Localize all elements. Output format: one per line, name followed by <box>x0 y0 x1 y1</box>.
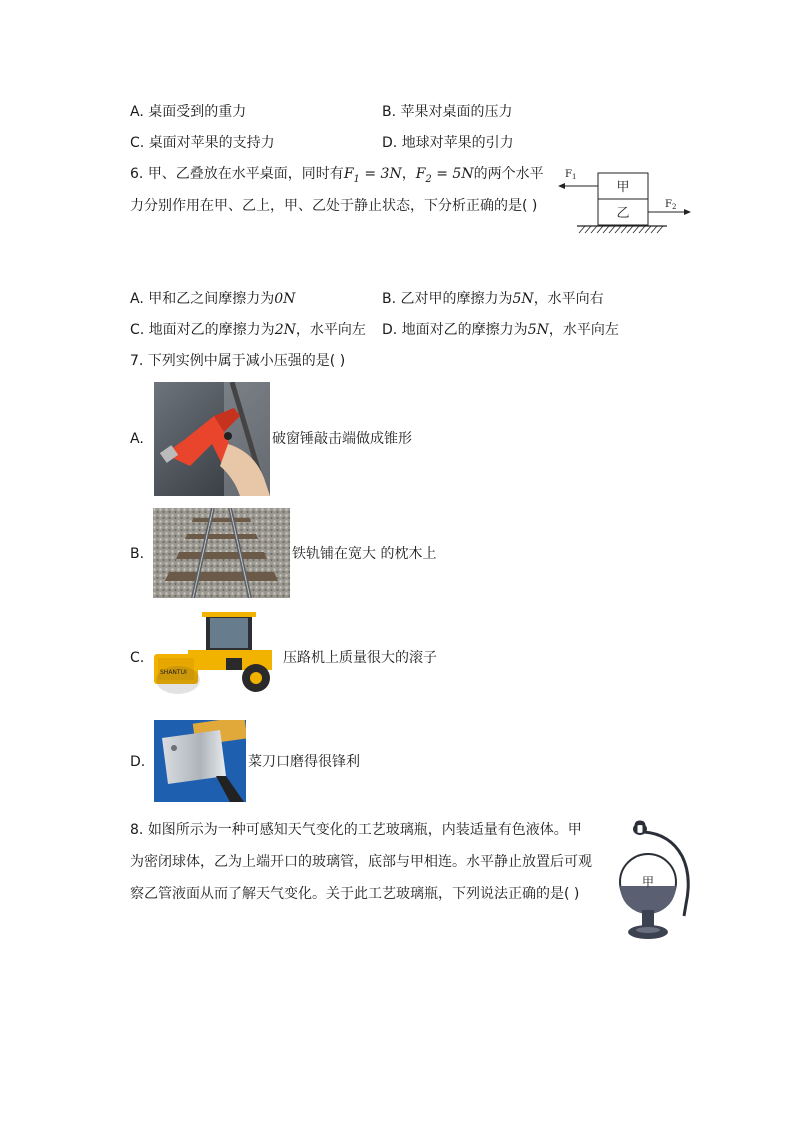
option-text: 乙对甲的摩擦力为 <box>400 291 513 307</box>
q8-stem-line2: 为密闭球体，乙为上端开口的玻璃管，底部与甲相连。水平静止放置后可观 <box>130 854 592 870</box>
question-number: 7. <box>130 353 144 369</box>
hammer-image <box>154 382 270 496</box>
q7-option-b-label[interactable]: B. <box>130 546 145 562</box>
f2-expression: $F_2 = 5N$ <box>415 166 474 185</box>
f2-arrowhead <box>684 209 691 215</box>
option-text: 苹果对桌面的压力 <box>400 104 513 120</box>
question-number: 6. <box>130 166 144 182</box>
option-label: D. <box>382 135 398 151</box>
stem-text: 的两个水平 <box>473 166 544 182</box>
q5-option-a[interactable] <box>130 102 246 122</box>
q7-option-b-text: 铁轨铺在宽大 的枕木上 <box>292 546 437 562</box>
q6-block-diagram <box>555 163 700 243</box>
q7-option-c-text: 压路机上质量很大的滚子 <box>283 650 437 666</box>
knife-image <box>154 720 246 802</box>
option-math: 5N <box>527 322 549 338</box>
option-label: C. <box>130 322 145 338</box>
block-top-label: 甲 <box>616 180 630 195</box>
q7-stem <box>130 351 345 371</box>
option-math: 2N <box>274 322 296 338</box>
q6-option-d[interactable] <box>382 320 619 340</box>
stand-stem <box>642 910 654 926</box>
knife-photo <box>154 720 246 802</box>
option-text: 地面对乙的摩擦力为 <box>148 322 275 338</box>
sphere-label: 甲 <box>641 875 655 889</box>
q6-option-a[interactable] <box>130 289 295 309</box>
option-text-tail: ，水平向左 <box>548 322 619 338</box>
hammer-photo <box>154 382 270 496</box>
q6-stem-line2: 力分别作用在甲、乙上，甲、乙处于静止状态，下分析正确的是( ) <box>130 198 538 214</box>
q8-stem-line1 <box>130 820 582 840</box>
option-text-tail: ，水平向左 <box>295 322 366 338</box>
q8-stem-line3: 察乙管液面从而了解天气变化。关于此工艺玻璃瓶，下列说法正确的是( ) <box>130 886 580 902</box>
q7-option-d-label[interactable]: D. <box>130 754 146 770</box>
option-label: B. <box>382 104 397 120</box>
stem-text: 甲、乙叠放在水平桌面，同时有 <box>147 166 344 182</box>
stem-text: 下列实例中属于减小压强的是( ) <box>147 353 346 369</box>
option-label: B. <box>382 291 397 307</box>
option-label: A. <box>130 104 144 120</box>
roller-brand: SHANTUI <box>160 669 187 676</box>
q5-option-b[interactable] <box>382 102 513 122</box>
q6-option-c[interactable] <box>130 320 366 340</box>
q6-option-b[interactable] <box>382 289 604 309</box>
q7-option-d-text: 菜刀口磨得很锋利 <box>248 754 360 770</box>
f1-label: $F_1$ <box>565 169 577 181</box>
option-label: D. <box>382 322 398 338</box>
option-text-tail: ，水平向右 <box>533 291 604 307</box>
option-text: 桌面对苹果的支持力 <box>148 135 275 151</box>
f1-expression: $F_1 = 3N$ <box>343 166 402 185</box>
question-number: 8. <box>130 822 144 838</box>
road-roller-image <box>148 610 282 696</box>
railway-image <box>153 508 290 598</box>
option-label: A. <box>130 291 144 307</box>
comma: ， <box>401 166 416 182</box>
q5-option-d[interactable] <box>382 133 514 153</box>
weather-glass-diagram <box>600 820 696 946</box>
option-math: 0N <box>274 291 296 307</box>
f1-arrowhead <box>558 183 565 189</box>
stem-text: 如图所示为一种可感知天气变化的工艺玻璃瓶，内装适量有色液体。甲 <box>147 822 582 838</box>
option-text: 地面对乙的摩擦力为 <box>401 322 528 338</box>
railway-photo <box>153 508 290 598</box>
option-label: C. <box>130 135 145 151</box>
q5-option-c[interactable] <box>130 133 275 153</box>
q7-option-c-label[interactable]: C. <box>130 650 145 666</box>
q6-stem-line1 <box>130 164 544 190</box>
q7-option-a-text: 破窗锤敲击端做成锥形 <box>272 431 412 447</box>
option-text: 地球对苹果的引力 <box>401 135 514 151</box>
stand-base-highlight <box>636 927 660 933</box>
f2-label: $F_2$ <box>665 199 677 211</box>
option-text: 甲和乙之间摩擦力为 <box>148 291 275 307</box>
sphere-liquid <box>620 886 676 914</box>
option-text: 桌面受到的重力 <box>148 104 247 120</box>
option-math: 5N <box>512 291 534 307</box>
q7-option-a-label[interactable]: A. <box>130 431 144 447</box>
ground-hatching <box>579 226 663 233</box>
road-roller-photo <box>148 610 282 696</box>
block-bottom-label: 乙 <box>616 206 630 221</box>
